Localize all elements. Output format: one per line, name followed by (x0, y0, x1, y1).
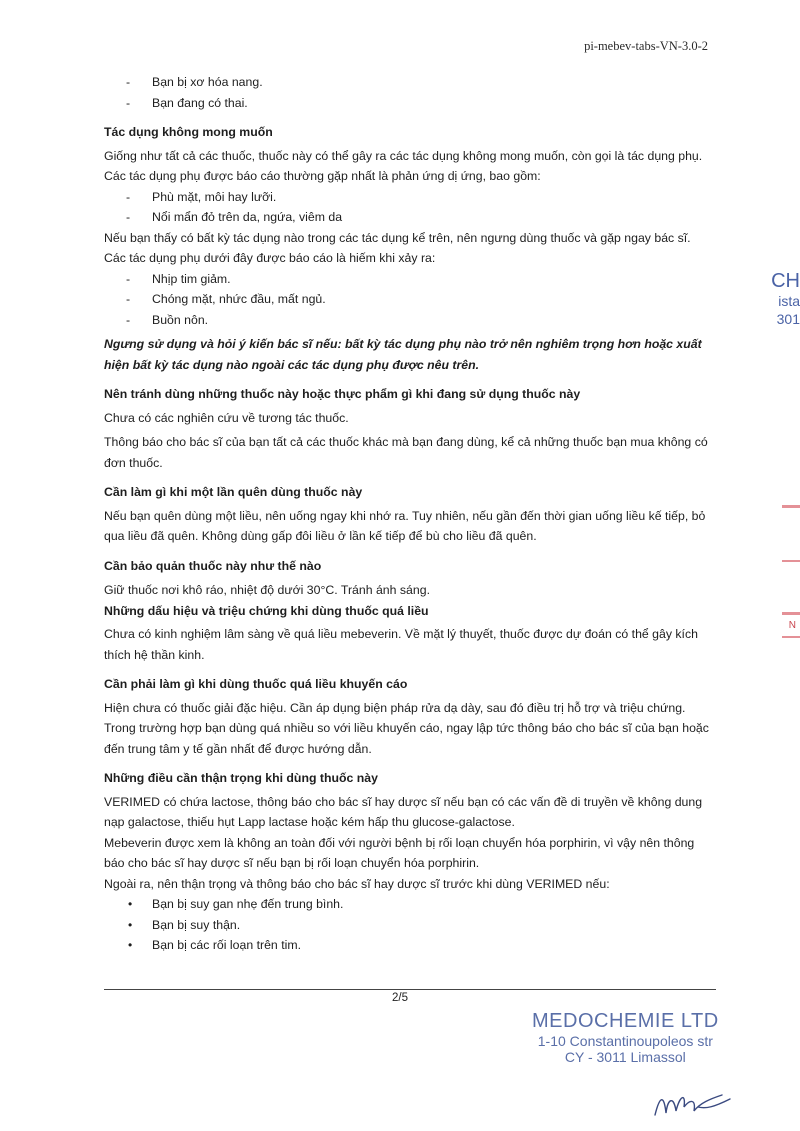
section-title-precautions: Những điều cần thận trọng khi dùng thuốc này (104, 771, 378, 785)
edge-red-mark (782, 560, 800, 562)
company-stamp (532, 1010, 719, 1065)
list-item: - Bạn bị xơ hóa nang. (104, 72, 716, 93)
edge-stamp-line: CH (771, 270, 800, 292)
edge-stamp-fragment (771, 270, 800, 328)
paragraph: Thông báo cho bác sĩ của bạn tất cả các thuốc khác mà bạn đang dùng, kể cả những thuốc bạn mua không có đơn thuốc. (104, 435, 708, 470)
edge-stamp-line: ista (778, 293, 800, 309)
paragraph: Các tác dụng phụ được báo cáo thường gặp nhất là phản ứng dị ứng, bao gồm: (104, 169, 541, 183)
list-item: - Buồn nôn. (104, 310, 716, 331)
list-item: - Nhịp tim giảm. (104, 269, 716, 290)
paragraph: Nếu bạn thấy có bất kỳ tác dụng nào trong các tác dụng kể trên, nên ngưng dùng thuốc và gặp ngay bác sĩ. (104, 230, 691, 245)
stamp-address-line: CY - 3011 Limassol (564, 1049, 686, 1065)
common-side-effects-list (104, 187, 716, 228)
section-title-storage: Cần bảo quản thuốc này như thế nào (104, 558, 322, 573)
section-title-overdose-signs: Những dấu hiệu và triệu chứng khi dùng thuốc quá liều (104, 603, 429, 618)
list-item: • Bạn bị các rối loạn trên tim. (104, 935, 716, 956)
list-item: - Bạn đang có thai. (104, 93, 716, 114)
list-item: • Bạn bị suy thận. (104, 915, 716, 936)
page-number: 2/5 (392, 992, 408, 1004)
edge-red-mark-label: N (788, 620, 796, 631)
edge-red-mark (782, 612, 800, 615)
paragraph: Mebeverin được xem là không an toàn đối với người bệnh bị rối loạn chuyển hóa porphirin, vì vậy nên thông báo cho bác sĩ hay dược sĩ nếu bạn bị rối loạn chuyển hóa porphirin. (104, 835, 695, 870)
stamp-company: MEDOCHEMIE LTD (532, 1010, 719, 1032)
paragraph: VERIMED có chứa lactose, thông báo cho bác sĩ hay dược sĩ nếu bạn có các vấn đề di truyền về không dung nạp galactose, thiếu hụt Lapp lactase hoặc kém hấp thu glucose-galactose. (104, 794, 703, 829)
stamp-address-line: 1-10 Constantinoupoleos str (537, 1033, 713, 1049)
section-title-overdose-action: Cần phải làm gì khi dùng thuốc quá liều khuyến cáo (104, 677, 408, 691)
paragraph: Giữ thuốc nơi khô ráo, nhiệt độ dưới 30°C. Tránh ánh sáng. (104, 583, 430, 597)
section-title-missed-dose: Cần làm gì khi một lần quên dùng thuốc này (104, 485, 363, 499)
paragraph: Giống như tất cả các thuốc, thuốc này có thể gây ra các tác dụng không mong muốn, còn gọi là tác dụng phụ. (104, 148, 703, 163)
paragraph: Chưa có kinh nghiệm lâm sàng về quá liều mebeverin. Về mặt lý thuyết, thuốc được dự đoán có thể gây kích thích hệ thần kinh. (104, 627, 698, 662)
list-item: - Chóng mặt, nhức đầu, mất ngủ. (104, 289, 716, 310)
section-title-avoid: Nên tránh dùng những thuốc này hoặc thực phẩm gì khi đang sử dụng thuốc này (104, 387, 581, 401)
page-content (104, 72, 716, 956)
list-item: - Nổi mẩn đỏ trên da, ngứa, viêm da (104, 207, 716, 228)
edge-red-mark (782, 505, 800, 508)
paragraph: Chưa có các nghiên cứu về tương tác thuốc. (104, 410, 349, 425)
edge-red-mark (782, 636, 800, 638)
paragraph: Hiện chưa có thuốc giải đặc hiệu. Cần áp dụng biện pháp rửa dạ dày, sau đó điều trị hỗ trợ và triệu chứng. (104, 700, 686, 715)
paragraph: Các tác dụng phụ dưới đây được báo cáo là hiếm khi xảy ra: (104, 251, 436, 265)
edge-stamp-line: 301 (776, 311, 800, 327)
paragraph: Ngoài ra, nên thận trọng và thông báo cho bác sĩ hay dược sĩ trước khi dùng VERIMED nếu: (104, 876, 610, 891)
paragraph: Nếu bạn quên dùng một liều, nên uống ngay khi nhớ ra. Tuy nhiên, nếu gần đến thời gian uống liều kế tiếp, bỏ qua liều đã quên. Không dùng gấp đôi liều ở lần kế tiếp để bù cho liều đã quên. (104, 508, 706, 543)
contraindication-list (104, 72, 716, 113)
warning-text: Ngưng sử dụng và hỏi ý kiến bác sĩ nếu: bất kỳ tác dụng phụ nào trở nên nghiêm trọng hơn hoặc xuất hiện bất kỳ tác dụng nào ngoài các tác dụng phụ được nêu trên. (104, 337, 702, 372)
paragraph: Trong trường hợp bạn dùng quá nhiều so với liều khuyến cáo, ngay lập tức thông báo cho bác sĩ của bạn hoặc đến trung tâm y tế gần nhất để được hướng dẫn. (104, 721, 709, 756)
signature-icon (650, 1085, 740, 1125)
precaution-list (104, 894, 716, 956)
section-title-side-effects: Tác dụng không mong muốn (104, 125, 273, 139)
document-code: pi-mebev-tabs-VN-3.0-2 (584, 39, 708, 53)
list-item: - Phù mặt, môi hay lưỡi. (104, 187, 716, 208)
rare-side-effects-list (104, 269, 716, 331)
list-item: • Bạn bị suy gan nhẹ đến trung bình. (104, 894, 716, 915)
footer-divider (104, 989, 716, 990)
